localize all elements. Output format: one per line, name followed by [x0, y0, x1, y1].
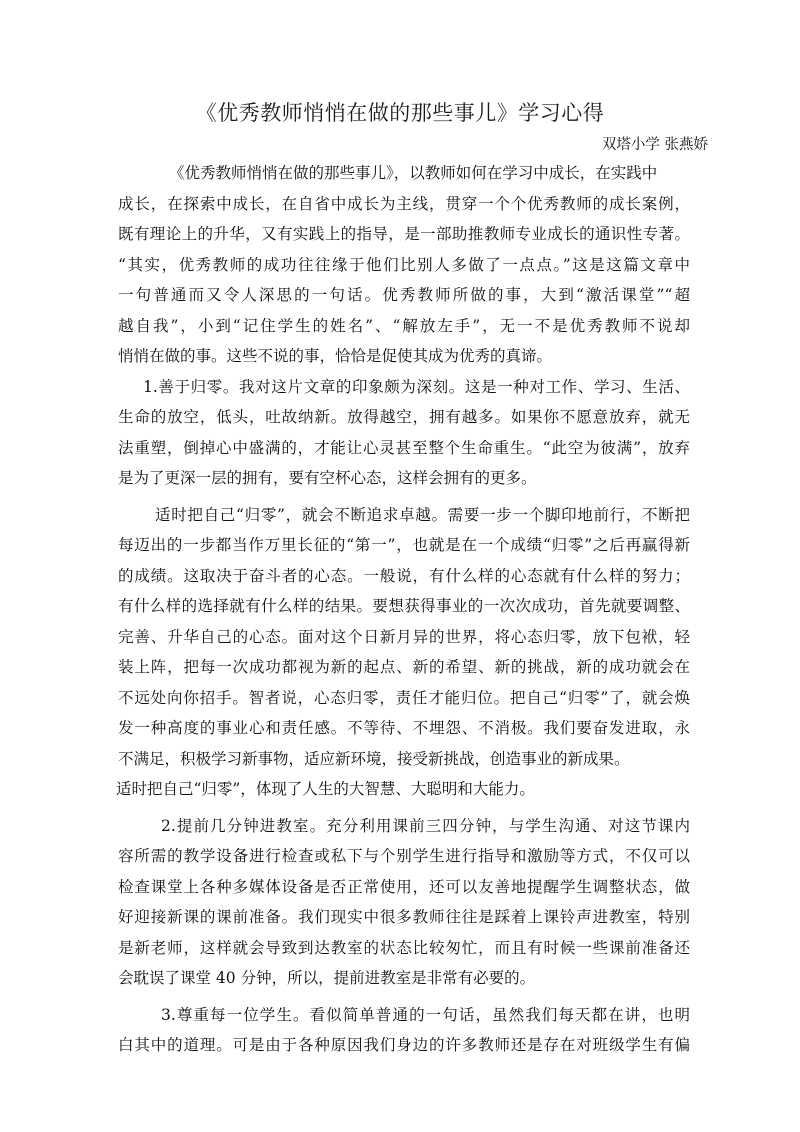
text-line: 装上阵，把每一次成功都视为新的起点、新的希望、新的挑战，新的成功就会在: [118, 658, 690, 676]
text-line: 不远处向你招手。智者说，心态归零，责任才能归位。把自己“归零”了，就会焕: [118, 688, 690, 707]
text-line: 2.提前几分钟进教室。充分利用课前三四分钟，与学生沟通、对这节课内: [161, 816, 690, 835]
text-line: 的成绩。这取决于奋斗者的心态。一般说，有什么样的心态就有什么样的努力；: [118, 566, 690, 585]
text-line: 适时把自己“归零”，体现了人生的大智慧、大聪明和大能力。: [116, 780, 535, 798]
text-line: 发一种高度的事业心和责任感。不等待、不埋怨、不消极。我们要奋发进取，永: [118, 719, 690, 737]
text-line: 一句普通而又令人深思的一句话。优秀教师所做的事，大到“激活课堂”“超: [118, 286, 690, 304]
text-line: 法重塑，倒掉心中盛满的，才能让心灵甚至整个生命重生。“此空为彼满”，放弃: [118, 438, 690, 457]
text-line: 既有理论上的升华，又有实践上的指导，是一部助推教师专业成长的通识性专著。: [118, 225, 690, 243]
text-line: 每迈出的一步都当作万里长征的“第一”，也就是在一个成绩“归零”之后再赢得新: [118, 536, 690, 554]
text-line: 适时把自己“归零”，就会不断追求卓越。需要一步一个脚印地前行，不断把: [155, 505, 690, 524]
text-line: 检查课堂上各种多媒体设备是否正常使用，还可以友善地提醒学生调整状态，做: [118, 877, 690, 896]
text-line: “其实，优秀教师的成功往往缘于他们比别人多做了一点点。”这是这篇文章中: [118, 255, 690, 274]
document-author: 双塔小学 张燕娇: [601, 137, 708, 153]
text-line: 生命的放空，低头，吐故纳新。放得越空，拥有越多。如果你不愿意放弃，就无: [118, 408, 690, 426]
text-line: 容所需的教学设备进行检查或私下与个别学生进行指导和激励等方式，不仅可以: [118, 847, 690, 865]
text-line: 不满足，积极学习新事物，适应新环境，接受新挑战，创造事业的新成果。: [118, 749, 630, 768]
document-body: [118, 158, 690, 1061]
text-line: 完善、升华自己的心态。面对这个日新月异的世界，将心态归零，放下包袱，轻: [118, 627, 690, 646]
text-line: 悄悄在做的事。这些不说的事，恰恰是促使其成为优秀的真谛。: [118, 347, 553, 365]
text-line: 3.尊重每一位学生。看似简单普通的一句话，虽然我们每天都在讲，也明: [161, 1005, 690, 1024]
text-line: 好迎接新课的课前准备。我们现实中很多教师往往是踩着上课铃声进教室，特别: [118, 908, 690, 926]
text-line: 越自我”，小到“记住学生的姓名”、“解放左手”，无一不是优秀教师不说却: [118, 316, 690, 335]
text-line: 有什么样的选择就有什么样的结果。要想获得事业的一次次成功，首先就要调整、: [118, 597, 690, 615]
text-line: 成长，在探索中成长，在自省中成长为主线，贯穿一个个优秀教师的成长案例，: [118, 194, 690, 213]
text-line: 1.善于归零。我对这片文章的印象颇为深刻。这是一种对工作、学习、生活、: [143, 377, 690, 396]
text-line: 是为了更深一层的拥有，要有空杯心态，这样会拥有的更多。: [118, 469, 537, 487]
text-line: 是新老师，这样就会导致到达教室的状态比较匆忙，而且有时候一些课前准备还: [118, 938, 690, 957]
text-line: 白其中的道理。可是由于各种原因我们身边的许多教师还是存在对班级学生有偏: [118, 1036, 690, 1054]
text-line: 会耽误了课堂 40 分钟，所以，提前进教室是非常有必要的。: [118, 969, 536, 987]
document-title: 《优秀教师悄悄在做的那些事儿》学习心得: [195, 101, 605, 125]
text-line: 《优秀教师悄悄在做的那些事儿》，以教师如何在学习中成长，在实践中: [169, 164, 658, 182]
